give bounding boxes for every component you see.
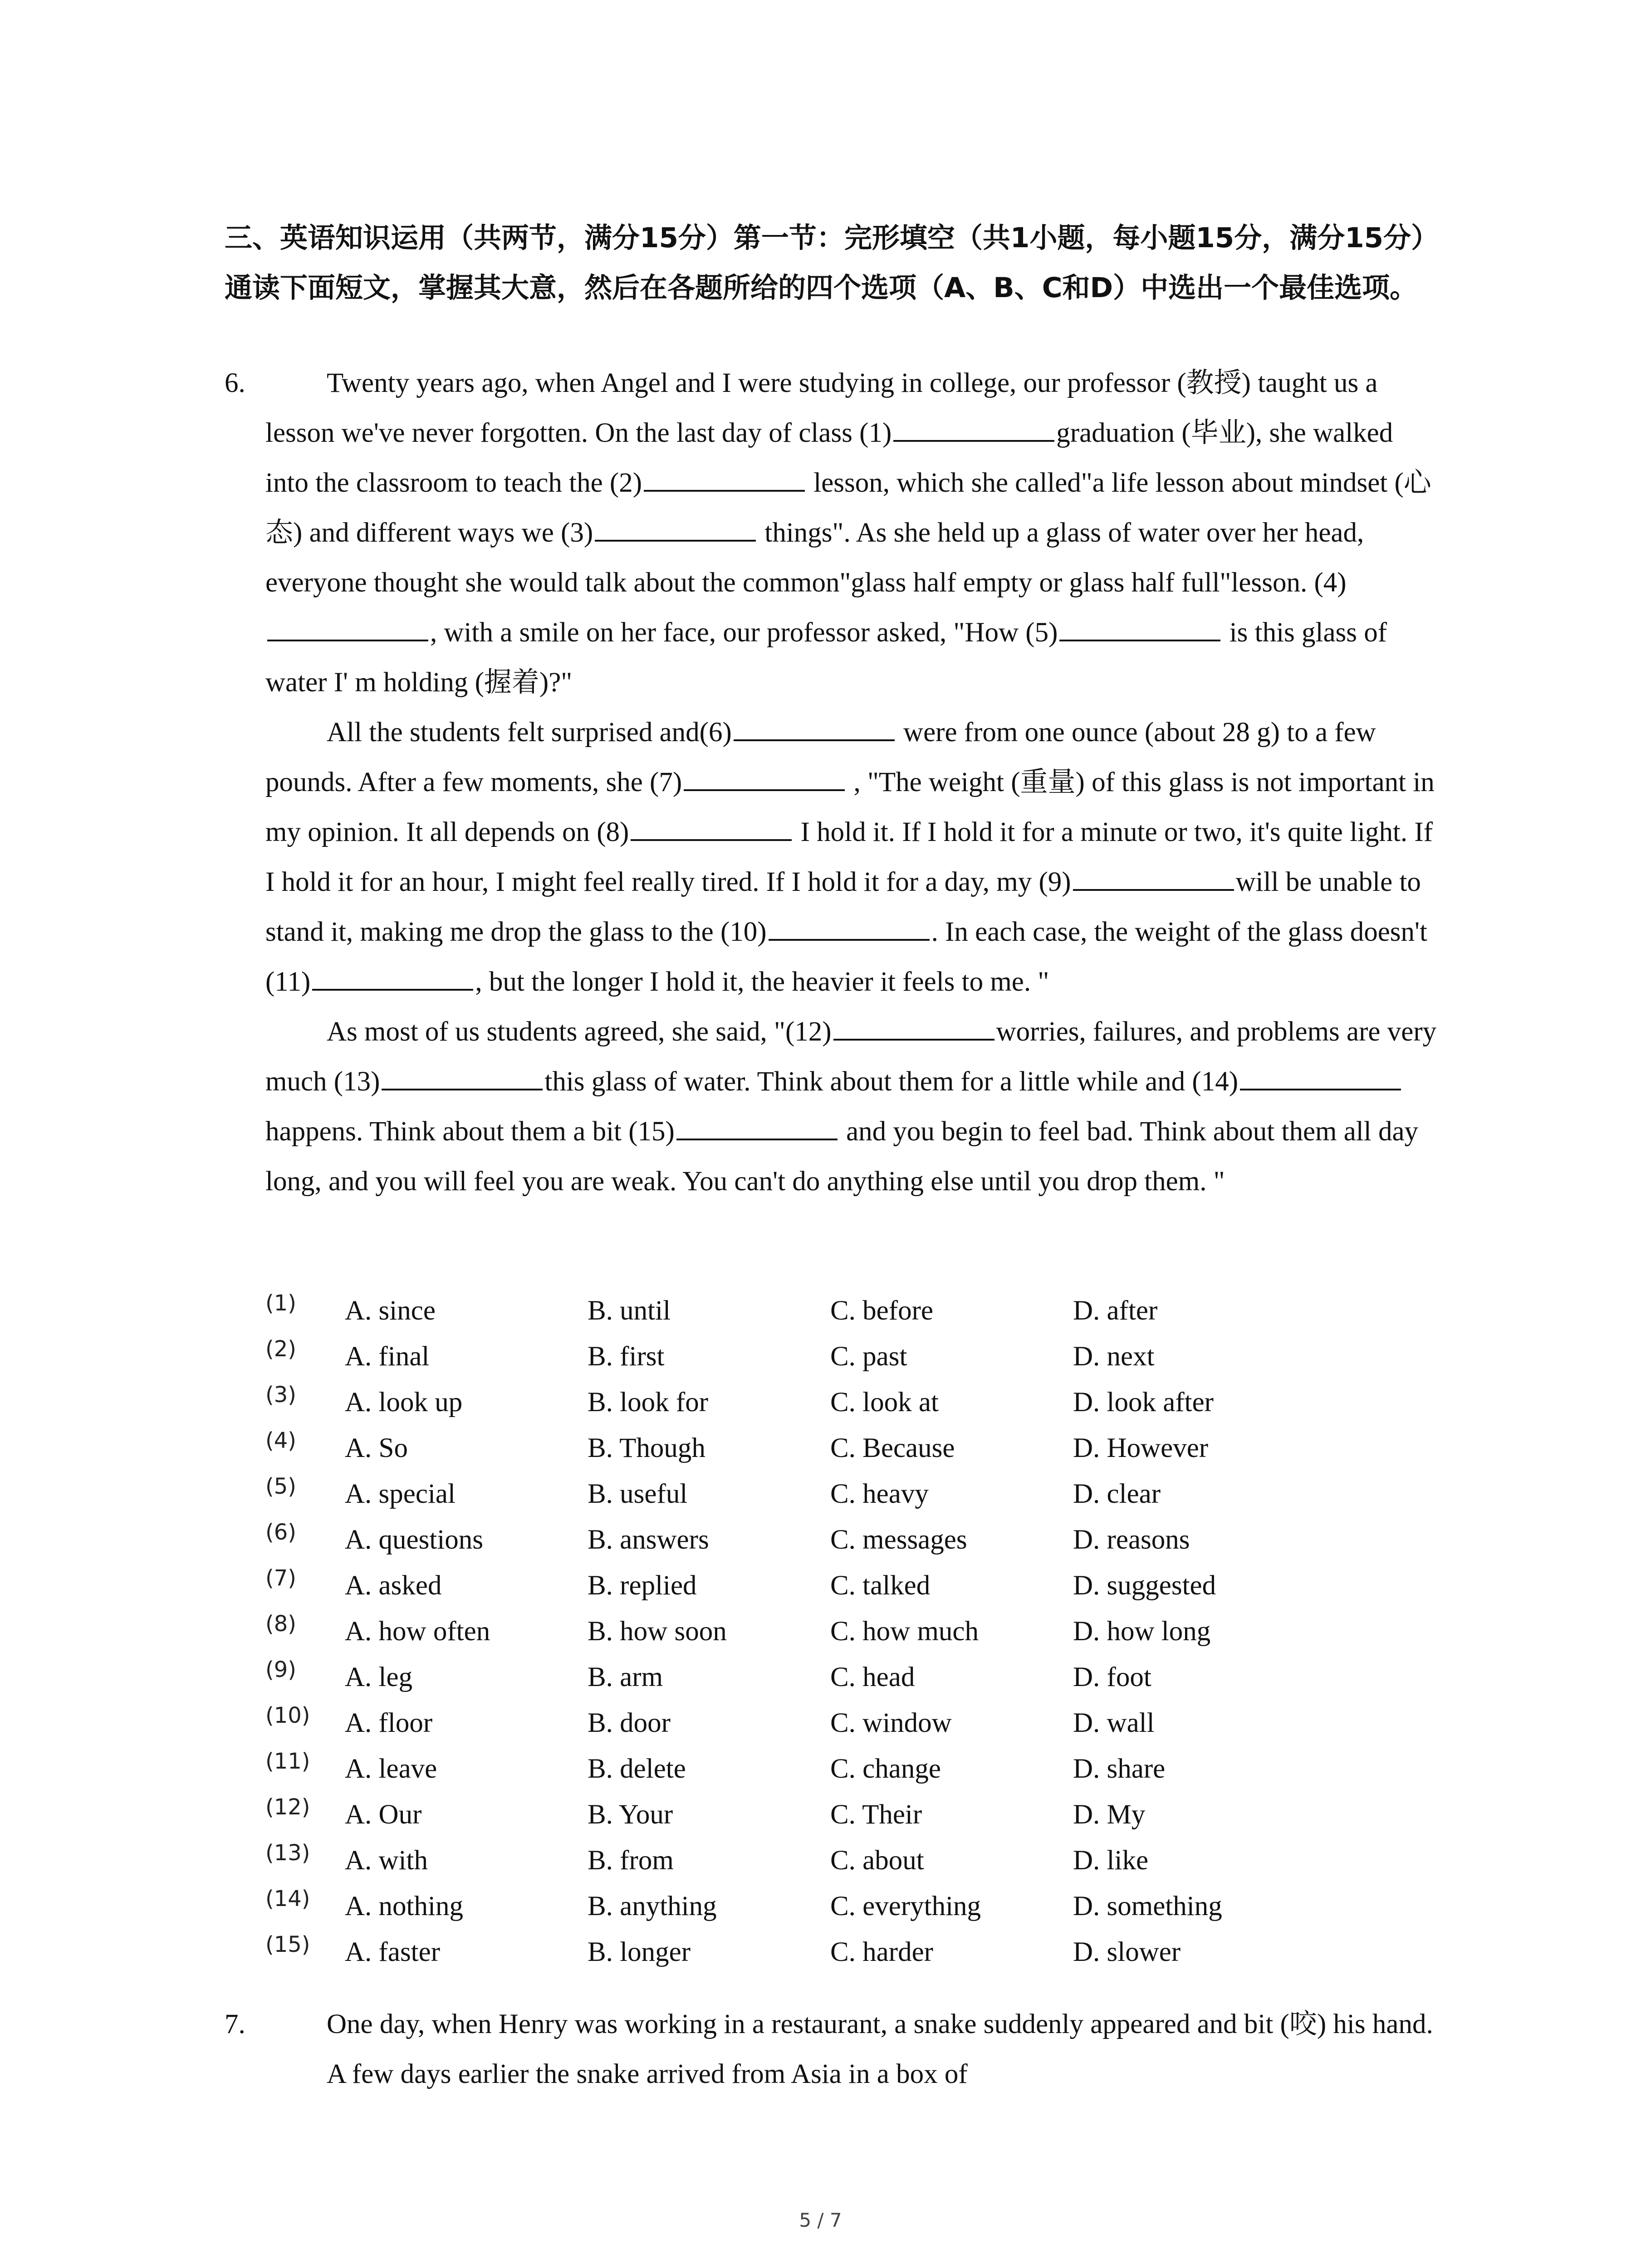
- option-b[interactable]: B. arm: [588, 1662, 663, 1692]
- passage-paragraph-2: [265, 708, 1440, 1007]
- option-b[interactable]: B. delete: [588, 1754, 686, 1784]
- passage-paragraph-3: [265, 1007, 1440, 1207]
- option-a[interactable]: A. faster: [345, 1937, 441, 1967]
- option-number: (5): [265, 1474, 296, 1499]
- option-b[interactable]: B. longer: [588, 1937, 691, 1967]
- option-c[interactable]: C. messages: [830, 1525, 967, 1555]
- blank-9[interactable]: [1073, 864, 1234, 891]
- option-number: (1): [265, 1290, 296, 1316]
- passage-text: were from one ounce (about 28 g) to a few pounds. After a few moments, she (7): [265, 717, 1376, 797]
- option-d[interactable]: D. However: [1073, 1433, 1209, 1463]
- option-row: [265, 1334, 1440, 1379]
- blank-6[interactable]: [734, 714, 895, 741]
- blank-12[interactable]: [833, 1013, 994, 1041]
- option-b[interactable]: B. replied: [588, 1570, 697, 1601]
- option-number: (7): [265, 1565, 296, 1591]
- option-c[interactable]: C. heavy: [830, 1479, 929, 1509]
- option-row: [265, 1379, 1440, 1425]
- answer-options-table: [265, 1288, 1440, 1975]
- passage-text: As most of us students agreed, she said, "(12): [327, 1017, 832, 1047]
- blank-11[interactable]: [312, 963, 473, 991]
- option-c[interactable]: C. window: [830, 1708, 952, 1738]
- blank-13[interactable]: [382, 1063, 543, 1090]
- passage-text: lesson, which she called"a life lesson about mindset (心态) and different ways we (3): [265, 468, 1431, 548]
- option-c[interactable]: C. Because: [830, 1433, 955, 1463]
- option-b[interactable]: B. anything: [588, 1891, 717, 1921]
- section-instructions: 三、英语知识运用（共两节，满分15分）第一节：完形填空（共1小题，每小题15分，满分15分）通读下面短文，掌握其大意，然后在各题所给的四个选项（A、B、C和D）中选出一个最佳选项。: [225, 222, 1439, 304]
- passage-paragraph-1: [265, 358, 1440, 708]
- passage-text: worries, failures, and problems are very much (13): [265, 1017, 1437, 1097]
- option-b[interactable]: B. Your: [588, 1799, 673, 1830]
- passage-text: , but the longer I hold it, the heavier it feels to me. ": [475, 967, 1049, 997]
- option-c[interactable]: C. before: [830, 1295, 933, 1326]
- option-number: (6): [265, 1520, 296, 1545]
- passage-text: things". As she held up a glass of water over her head, everyone thought she would talk about the common"glass half empty or glass half full"lesson. (4): [265, 518, 1364, 598]
- option-number: (14): [265, 1886, 310, 1911]
- option-c[interactable]: C. change: [830, 1754, 941, 1784]
- blank-5[interactable]: [1059, 614, 1220, 641]
- option-d[interactable]: D. clear: [1073, 1479, 1161, 1509]
- option-c[interactable]: C. everything: [830, 1891, 981, 1921]
- option-c[interactable]: C. look at: [830, 1387, 939, 1418]
- option-d[interactable]: D. look after: [1073, 1387, 1214, 1418]
- option-c[interactable]: C. head: [830, 1662, 915, 1692]
- blank-3[interactable]: [595, 514, 756, 542]
- option-a[interactable]: A. final: [345, 1341, 430, 1372]
- option-number: (8): [265, 1611, 296, 1637]
- option-d[interactable]: D. suggested: [1073, 1570, 1216, 1601]
- passage-text: I hold it. If I hold it for a minute or two, it's quite light. If I hold it for an hour, I might feel really tired. If I hold it for a day, my (9): [265, 817, 1433, 897]
- option-number: (4): [265, 1428, 296, 1453]
- option-b[interactable]: B. how soon: [588, 1616, 727, 1647]
- option-d[interactable]: D. share: [1073, 1754, 1166, 1784]
- option-a[interactable]: A. floor: [345, 1708, 433, 1738]
- q7-paragraph-2: A few days earlier the snake arrived from Asia in a box of: [327, 2059, 968, 2089]
- option-b[interactable]: B. first: [588, 1341, 665, 1372]
- option-row: [265, 1792, 1440, 1838]
- page-indicator: 5 / 7: [799, 2209, 842, 2231]
- option-row: [265, 1883, 1440, 1929]
- option-c[interactable]: C. harder: [830, 1937, 933, 1967]
- blank-7[interactable]: [684, 764, 845, 791]
- option-b[interactable]: B. door: [588, 1708, 671, 1738]
- option-d[interactable]: D. something: [1073, 1891, 1222, 1921]
- blank-8[interactable]: [631, 814, 792, 841]
- option-d[interactable]: D. slower: [1073, 1937, 1181, 1967]
- option-number: (2): [265, 1336, 296, 1362]
- option-a[interactable]: A. leg: [345, 1662, 413, 1692]
- option-a[interactable]: A. asked: [345, 1570, 442, 1601]
- option-d[interactable]: D. reasons: [1073, 1525, 1190, 1555]
- option-row: [265, 1288, 1440, 1334]
- option-a[interactable]: A. special: [345, 1479, 456, 1509]
- passage-text: this glass of water. Think about them for a little while and (14): [544, 1066, 1239, 1097]
- option-c[interactable]: C. Their: [830, 1799, 922, 1830]
- option-a[interactable]: A. since: [345, 1295, 436, 1326]
- question-6-number: 6.: [225, 368, 245, 398]
- option-number: (3): [265, 1382, 296, 1408]
- passage-text: All the students felt surprised and(6): [327, 717, 732, 748]
- option-b[interactable]: B. from: [588, 1845, 674, 1876]
- option-d[interactable]: D. how long: [1073, 1616, 1211, 1647]
- option-a[interactable]: A. leave: [345, 1754, 437, 1784]
- option-number: (10): [265, 1703, 310, 1728]
- option-number: (9): [265, 1657, 296, 1682]
- passage-text: , with a smile on her face, our professor asked, "How (5): [430, 617, 1058, 648]
- option-row: [265, 1471, 1440, 1517]
- option-a[interactable]: A. look up: [345, 1387, 463, 1418]
- passage-text: , "The weight (重量) of this glass is not important in my opinion. It all depends on (8): [265, 767, 1435, 847]
- option-a[interactable]: A. nothing: [345, 1891, 463, 1921]
- blank-4[interactable]: [267, 614, 428, 641]
- blank-2[interactable]: [644, 464, 805, 492]
- passage-text: Twenty years ago, when Angel and I were studying in college, our professor (教授) taught us a lesson we've never forgotten. On the last day of class (1): [265, 368, 1378, 448]
- option-d[interactable]: D. after: [1073, 1295, 1158, 1326]
- blank-14[interactable]: [1240, 1063, 1401, 1090]
- option-d[interactable]: D. like: [1073, 1845, 1149, 1876]
- option-row: [265, 1425, 1440, 1471]
- option-c[interactable]: C. how much: [830, 1616, 979, 1647]
- option-b[interactable]: B. until: [588, 1295, 671, 1326]
- option-row: [265, 1517, 1440, 1563]
- option-a[interactable]: A. Our: [345, 1799, 422, 1830]
- passage-text: is this glass of water I' m holding (握着)?": [265, 617, 1387, 698]
- option-number: (13): [265, 1840, 310, 1866]
- question-7-passage: [265, 1999, 1440, 2099]
- option-a[interactable]: A. questions: [345, 1525, 483, 1555]
- option-row: [265, 1608, 1440, 1654]
- option-b[interactable]: B. Though: [588, 1433, 705, 1463]
- option-d[interactable]: D. My: [1073, 1799, 1146, 1830]
- passage-text: graduation (毕业), she walked into the classroom to teach the (2): [265, 418, 1393, 498]
- passage-text: happens. Think about them a bit (15): [265, 1116, 675, 1147]
- option-d[interactable]: D. wall: [1073, 1708, 1155, 1738]
- passage-text: and you begin to feel bad. Think about them all day long, and you will feel you are weak. You can't do anything else until you drop them. ": [265, 1116, 1419, 1197]
- option-number: (15): [265, 1932, 310, 1957]
- option-a[interactable]: A. with: [345, 1845, 428, 1876]
- question-6-passage: [265, 358, 1440, 1207]
- option-a[interactable]: A. how often: [345, 1616, 490, 1647]
- passage-text: will be unable to stand it, making me drop the glass to the (10): [265, 867, 1421, 947]
- option-c[interactable]: C. about: [830, 1845, 924, 1876]
- option-number: (12): [265, 1794, 310, 1820]
- blank-10[interactable]: [769, 914, 930, 941]
- question-7-number: 7.: [225, 2009, 245, 2039]
- option-c[interactable]: C. talked: [830, 1570, 931, 1601]
- option-b[interactable]: B. useful: [588, 1479, 688, 1509]
- option-row: [265, 1654, 1440, 1700]
- option-c[interactable]: C. past: [830, 1341, 907, 1372]
- q7-paragraph-1: One day, when Henry was working in a restaurant, a snake suddenly appeared and bit (咬) his hand.: [327, 2009, 1433, 2039]
- option-row: [265, 1700, 1440, 1746]
- option-number: (11): [265, 1749, 310, 1774]
- option-d[interactable]: D. next: [1073, 1341, 1155, 1372]
- option-row: [265, 1563, 1440, 1608]
- option-row: [265, 1838, 1440, 1883]
- blank-1[interactable]: [893, 415, 1054, 442]
- option-b[interactable]: B. answers: [588, 1525, 709, 1555]
- option-b[interactable]: B. look for: [588, 1387, 709, 1418]
- option-d[interactable]: D. foot: [1073, 1662, 1151, 1692]
- blank-15[interactable]: [676, 1113, 838, 1140]
- passage-text: . In each case, the weight of the glass doesn't (11): [265, 917, 1427, 997]
- option-row: [265, 1746, 1440, 1792]
- option-a[interactable]: A. So: [345, 1433, 408, 1463]
- option-row: [265, 1929, 1440, 1975]
